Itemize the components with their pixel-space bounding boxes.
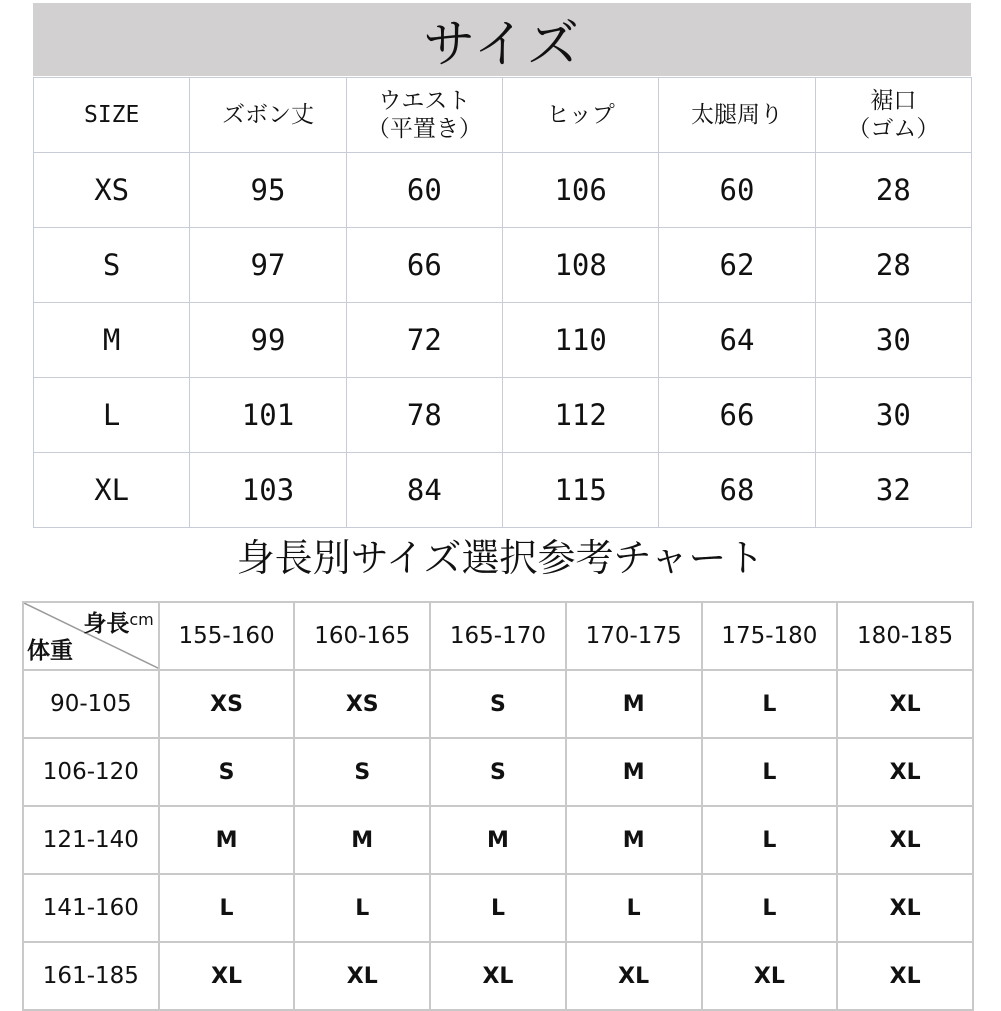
table-cell: 28 (815, 153, 971, 228)
corner-unit: cm (129, 610, 154, 629)
table-cell: L (294, 874, 430, 942)
size-table-header (815, 78, 971, 153)
table-cell: 103 (190, 453, 346, 528)
table-row (34, 303, 972, 378)
chart-column-header: 175-180 (702, 602, 838, 670)
table-row (23, 806, 973, 874)
table-cell: 28 (815, 228, 971, 303)
table-cell: L (702, 874, 838, 942)
table-cell: 99 (190, 303, 346, 378)
table-cell: 66 (346, 228, 502, 303)
table-cell: 108 (502, 228, 658, 303)
table-cell: S (159, 738, 295, 806)
header-line: ヒップ (546, 102, 615, 128)
chart-row-header: 121-140 (23, 806, 159, 874)
table-cell: M (430, 806, 566, 874)
table-cell: XL (566, 942, 702, 1010)
table-row (23, 670, 973, 738)
table-cell: 72 (346, 303, 502, 378)
table-cell: M (566, 738, 702, 806)
chart-row-header: 90-105 (23, 670, 159, 738)
table-cell: 62 (659, 228, 815, 303)
table-cell: 78 (346, 378, 502, 453)
table-cell: XL (702, 942, 838, 1010)
chart-section-title: 身長別サイズ選択参考チャート (236, 536, 765, 580)
table-row (34, 453, 972, 528)
table-cell: 115 (502, 453, 658, 528)
corner-height-text: 身長 (83, 611, 130, 637)
table-cell: M (566, 806, 702, 874)
size-label-cell: XL (34, 453, 190, 528)
table-cell: XS (294, 670, 430, 738)
table-row (23, 942, 973, 1010)
table-cell: 66 (659, 378, 815, 453)
table-cell: 32 (815, 453, 971, 528)
table-cell: M (566, 670, 702, 738)
size-table-header-row (34, 78, 972, 153)
table-cell: 64 (659, 303, 815, 378)
chart-header-row (23, 602, 973, 670)
table-cell: XL (837, 942, 973, 1010)
size-label-cell: S (34, 228, 190, 303)
table-cell: 68 (659, 453, 815, 528)
header-line: ズボン丈 (221, 102, 314, 128)
chart-row-header: 106-120 (23, 738, 159, 806)
size-table-header (659, 78, 815, 153)
chart-column-header: 155-160 (159, 602, 295, 670)
size-table-header (190, 78, 346, 153)
corner-split (24, 603, 158, 669)
table-cell: S (294, 738, 430, 806)
corner-weight-label: 体重 (27, 638, 73, 664)
table-cell: XL (294, 942, 430, 1010)
size-chart-table (22, 601, 974, 1011)
table-cell: S (430, 738, 566, 806)
size-section-title: サイズ (33, 3, 971, 76)
table-row (23, 874, 973, 942)
size-label-cell: XS (34, 153, 190, 228)
size-label-cell: M (34, 303, 190, 378)
chart-row-header: 141-160 (23, 874, 159, 942)
chart-column-header: 160-165 (294, 602, 430, 670)
size-table-header (502, 78, 658, 153)
table-row (34, 228, 972, 303)
table-cell: XL (837, 806, 973, 874)
table-cell: L (566, 874, 702, 942)
table-cell: L (702, 738, 838, 806)
table-cell: XS (159, 670, 295, 738)
table-cell: XL (837, 670, 973, 738)
table-cell: 84 (346, 453, 502, 528)
table-cell: 106 (502, 153, 658, 228)
chart-column-header: 180-185 (837, 602, 973, 670)
chart-column-header: 165-170 (430, 602, 566, 670)
table-cell: L (702, 806, 838, 874)
table-cell: S (430, 670, 566, 738)
table-cell: 101 (190, 378, 346, 453)
table-cell: 112 (502, 378, 658, 453)
table-cell: XL (837, 874, 973, 942)
size-label-cell: L (34, 378, 190, 453)
table-row (34, 153, 972, 228)
table-cell: L (430, 874, 566, 942)
table-cell: 95 (190, 153, 346, 228)
table-cell: XL (430, 942, 566, 1010)
header-line: 裾口 (870, 88, 917, 114)
table-cell: M (294, 806, 430, 874)
chart-column-header: 170-175 (566, 602, 702, 670)
header-line: ウエスト (378, 88, 471, 114)
header-line: SIZE (83, 102, 140, 128)
table-cell: 60 (346, 153, 502, 228)
table-row (23, 738, 973, 806)
table-cell: XL (159, 942, 295, 1010)
chart-row-header: 161-185 (23, 942, 159, 1010)
header-line-sub: （ゴム） (847, 116, 940, 142)
header-line: 太腿周り (690, 102, 783, 128)
table-cell: 97 (190, 228, 346, 303)
table-cell: 30 (815, 303, 971, 378)
table-cell: L (159, 874, 295, 942)
table-row (34, 378, 972, 453)
table-cell: L (702, 670, 838, 738)
size-table-header (34, 78, 190, 153)
corner-height-label (83, 605, 153, 638)
header-line-sub: （平置き） (366, 116, 482, 142)
size-table (33, 77, 972, 528)
chart-corner-cell (23, 602, 159, 670)
table-cell: M (159, 806, 295, 874)
size-table-header (346, 78, 502, 153)
table-cell: 60 (659, 153, 815, 228)
table-cell: XL (837, 738, 973, 806)
table-cell: 110 (502, 303, 658, 378)
table-cell: 30 (815, 378, 971, 453)
